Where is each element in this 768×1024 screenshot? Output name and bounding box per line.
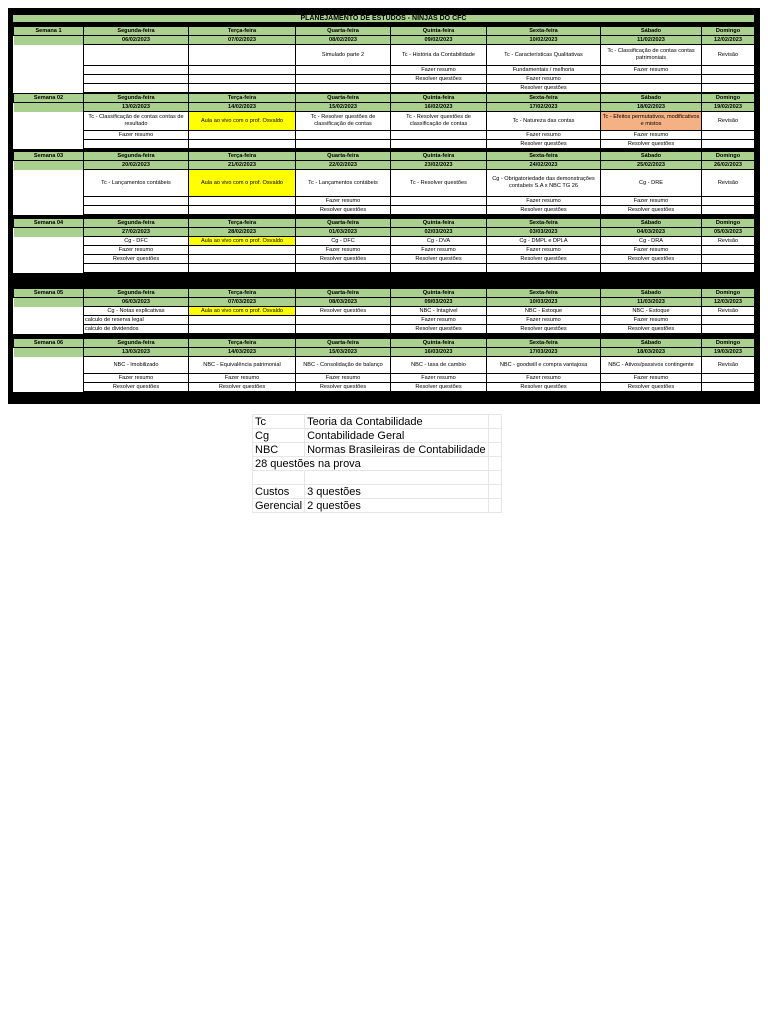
day-header-quarta-feira: Quarta-feira [296,94,391,103]
empty-cell [14,103,84,112]
date-cell: 04/03/2023 [601,228,702,237]
task-cell: Tc - Resolver questões de classificação de contas [296,112,391,131]
task-cell: Resolver questões [391,383,487,392]
date-cell: 02/03/2023 [391,228,487,237]
legend-row [253,415,502,429]
legend-row [253,457,502,471]
task-cell: Resolver questões [391,255,487,264]
empty-cell [14,36,84,45]
legend-key [253,471,305,485]
day-header-segunda-feira: Segunda-feira [84,339,189,348]
empty-task-cell [702,75,755,84]
task-cell: Fazer resumo [487,316,601,325]
task-cell: Cg - DVA [391,237,487,246]
empty-task-cell [296,140,391,149]
empty-task-cell [702,206,755,215]
week-table [13,338,755,392]
task-cell: Tc - Resolver questões de classificação de contas [391,112,487,131]
empty-task-cell [702,197,755,206]
empty-task-cell [702,84,755,93]
day-header-sabado: Sábado [601,219,702,228]
empty-task-cell [189,45,296,66]
empty-cell [14,45,84,66]
task-cell: Fazer resumo [601,374,702,383]
empty-cell [14,325,84,334]
date-cell: 22/02/2023 [296,161,391,170]
empty-cell [488,457,501,471]
task-cell: Cg - DFC [84,237,189,246]
task-cell: Resolver questões [296,383,391,392]
empty-cell [14,66,84,75]
date-cell: 23/02/2023 [391,161,487,170]
empty-cell [488,429,501,443]
task-cell: Aula ao vivo com o prof. Osvaldo [189,112,296,131]
day-header-quarta-feira: Quarta-feira [296,219,391,228]
date-cell: 19/03/2023 [702,348,755,357]
empty-cell [14,316,84,325]
day-header-quinta-feira: Quinta-feira [391,289,487,298]
sheet-title: PLANEJAMENTO DE ESTUDOS - NINJAS DO CFC [12,14,755,23]
task-cell: Fundamentais / melhoria [487,66,601,75]
task-cell: Tc - Natureza das contas [487,112,601,131]
empty-cell [488,443,501,457]
week-table [13,26,755,93]
legend-row [253,429,502,443]
task-cell: NBC - Ativos/passivos contingente [601,357,702,374]
date-cell: 01/03/2023 [296,228,391,237]
date-cell: 27/02/2023 [84,228,189,237]
week-table [13,288,755,334]
empty-task-cell [702,131,755,140]
week-table [13,218,755,273]
task-cell: Fazer resumo [487,197,601,206]
empty-task-cell [296,84,391,93]
task-cell: Fazer resumo [601,131,702,140]
empty-cell [14,84,84,93]
task-cell: Fazer resumo [391,66,487,75]
week-label: Semana 06 [14,339,84,348]
task-cell: Revisão [702,45,755,66]
empty-task-cell [189,206,296,215]
week-label: Semana 05 [14,289,84,298]
day-header-sexta-feira: Sexta-feira [487,152,601,161]
task-cell: Fazer resumo [296,197,391,206]
task-cell: Resolver questões [296,206,391,215]
empty-cell [14,75,84,84]
task-cell: Aula ao vivo com o prof. Osvaldo [189,237,296,246]
empty-task-cell [84,75,189,84]
empty-task-cell [189,131,296,140]
task-cell: Resolver questões [296,255,391,264]
date-cell: 24/02/2023 [487,161,601,170]
task-cell: Revisão [702,307,755,316]
date-cell: 10/02/2023 [487,36,601,45]
task-cell: Resolver questões [487,84,601,93]
task-cell: Fazer resumo [84,374,189,383]
week-block-3 [13,151,754,215]
date-cell: 06/03/2023 [84,298,189,307]
day-header-segunda-feira: Segunda-feira [84,94,189,103]
empty-cell [488,415,501,429]
task-cell: Resolver questões [487,140,601,149]
legend-row [253,485,502,499]
day-header-segunda-feira: Segunda-feira [84,27,189,36]
date-cell: 18/03/2023 [601,348,702,357]
day-header-terca-feira: Terça-feira [189,289,296,298]
legend-row [253,471,502,485]
legend-value [305,471,489,485]
date-cell: 15/02/2023 [296,103,391,112]
date-cell: 07/03/2023 [189,298,296,307]
task-cell: Fazer resumo [391,374,487,383]
week-block-4 [13,218,754,273]
empty-task-cell [702,255,755,264]
day-header-sexta-feira: Sexta-feira [487,94,601,103]
empty-task-cell [702,264,755,273]
empty-task-cell [601,264,702,273]
empty-task-cell [391,140,487,149]
week-table [13,151,755,215]
task-cell: NBC - Consolidação de balanço [296,357,391,374]
date-cell: 14/02/2023 [189,103,296,112]
task-cell: Resolver questões [601,206,702,215]
legend-value: Normas Brasileiras de Contabilidade [305,443,489,457]
day-header-sabado: Sábado [601,339,702,348]
empty-task-cell [189,316,296,325]
week-label: Semana 1 [14,27,84,36]
week-label: Semana 02 [14,94,84,103]
empty-task-cell [189,84,296,93]
task-cell: Tc - Classificação de contas contas patrimoniais [601,45,702,66]
empty-task-cell [84,140,189,149]
legend-table [252,414,502,513]
task-cell: Revisão [702,357,755,374]
empty-cell [14,374,84,383]
task-cell: NBC - goodwill e compra vantajosa [487,357,601,374]
legend-row [253,499,502,513]
day-header-domingo: Domingo [702,94,755,103]
week-label: Semana 03 [14,152,84,161]
day-header-segunda-feira: Segunda-feira [84,219,189,228]
task-cell: Fazer resumo [487,374,601,383]
day-header-domingo: Domingo [702,289,755,298]
task-cell: Cg - DRA [601,237,702,246]
task-cell: calculo de reserva legal [84,316,189,325]
task-cell: Tc - Resolver questões [391,170,487,197]
task-cell: NBC - Estoque [487,307,601,316]
empty-task-cell [296,131,391,140]
empty-task-cell [84,45,189,66]
task-cell: Resolver questões [487,255,601,264]
task-cell: Cg - DFC [296,237,391,246]
date-cell: 03/03/2023 [487,228,601,237]
day-header-terca-feira: Terça-feira [189,27,296,36]
date-cell: 05/03/2023 [702,228,755,237]
date-cell: 21/02/2023 [189,161,296,170]
task-cell: Tc - História da Contabilidade [391,45,487,66]
empty-task-cell [84,197,189,206]
task-cell: Resolver questões [391,325,487,334]
date-cell: 14/03/2023 [189,348,296,357]
day-header-domingo: Domingo [702,219,755,228]
day-header-terca-feira: Terça-feira [189,94,296,103]
task-cell: Resolver questões [84,255,189,264]
empty-task-cell [391,206,487,215]
date-cell: 11/03/2023 [601,298,702,307]
day-header-terca-feira: Terça-feira [189,152,296,161]
empty-task-cell [189,246,296,255]
empty-cell [14,228,84,237]
empty-task-cell [391,197,487,206]
date-cell: 10/03/2023 [487,298,601,307]
legend-value: 2 questões [305,499,489,513]
day-header-sabado: Sábado [601,152,702,161]
empty-task-cell [84,66,189,75]
task-cell: Fazer resumo [84,131,189,140]
week-table [13,93,755,149]
task-cell: Resolver questões [601,140,702,149]
empty-task-cell [391,131,487,140]
empty-task-cell [601,84,702,93]
task-cell: calculo de dividendos [84,325,189,334]
task-cell: Fazer resumo [391,316,487,325]
task-cell: NBC - Equivalência patrimonial [189,357,296,374]
empty-task-cell [391,264,487,273]
task-cell: Fazer resumo [189,374,296,383]
week-block-5 [13,288,754,334]
day-header-sexta-feira: Sexta-feira [487,339,601,348]
task-cell: Simulado parte 2 [296,45,391,66]
empty-task-cell [189,255,296,264]
empty-task-cell [84,264,189,273]
date-cell: 20/02/2023 [84,161,189,170]
day-header-domingo: Domingo [702,339,755,348]
date-cell: 18/02/2023 [601,103,702,112]
task-cell: Resolver questões [487,383,601,392]
date-cell: 12/03/2023 [702,298,755,307]
task-cell: NBC - taxa de cambio [391,357,487,374]
day-header-domingo: Domingo [702,27,755,36]
empty-cell [14,383,84,392]
empty-cell [14,197,84,206]
empty-cell [14,131,84,140]
task-cell: Aula ao vivo com o prof. Osvaldo [189,307,296,316]
task-cell: Resolver questões [601,383,702,392]
empty-cell [14,264,84,273]
task-cell: Revisão [702,237,755,246]
legend-value: Teoria da Contabilidade [305,415,489,429]
task-cell: Tc - Lançamentos contábeis [84,170,189,197]
day-header-quinta-feira: Quinta-feira [391,27,487,36]
empty-cell [14,307,84,316]
task-cell: Resolver questões [189,383,296,392]
empty-cell [14,170,84,197]
day-header-domingo: Domingo [702,152,755,161]
task-cell: Aula ao vivo com o prof. Osvaldo [189,170,296,197]
legend-key: NBC [253,443,305,457]
task-cell: Cg - DMPL e DPLA [487,237,601,246]
task-cell: Fazer resumo [487,131,601,140]
task-cell: Fazer resumo [84,246,189,255]
day-header-quinta-feira: Quinta-feira [391,339,487,348]
task-cell: Fazer resumo [601,66,702,75]
empty-task-cell [702,374,755,383]
legend-key: Custos [253,485,305,499]
day-header-sexta-feira: Sexta-feira [487,289,601,298]
day-header-segunda-feira: Segunda-feira [84,289,189,298]
empty-task-cell [702,140,755,149]
task-cell: Resolver questões [296,307,391,316]
task-cell: NBC - Intagível [391,307,487,316]
task-cell: Fazer resumo [296,246,391,255]
date-cell: 11/02/2023 [601,36,702,45]
date-cell: 13/02/2023 [84,103,189,112]
day-header-quarta-feira: Quarta-feira [296,152,391,161]
date-cell: 17/02/2023 [487,103,601,112]
empty-cell [14,246,84,255]
legend-key: Tc [253,415,305,429]
date-cell: 06/02/2023 [84,36,189,45]
empty-task-cell [702,246,755,255]
empty-cell [14,140,84,149]
date-cell: 12/02/2023 [702,36,755,45]
day-header-quarta-feira: Quarta-feira [296,339,391,348]
task-cell: Resolver questões [391,75,487,84]
empty-task-cell [189,264,296,273]
task-cell: Cg - DRE [601,170,702,197]
empty-task-cell [702,325,755,334]
empty-cell [14,255,84,264]
task-cell: Fazer resumo [487,246,601,255]
empty-task-cell [702,383,755,392]
legend-value: Contabilidade Geral [305,429,489,443]
task-cell: Cg - Notas explicativas [84,307,189,316]
empty-cell [14,357,84,374]
date-cell: 16/02/2023 [391,103,487,112]
task-cell: Fazer resumo [391,246,487,255]
study-plan-sheet [8,8,760,404]
day-header-sabado: Sábado [601,27,702,36]
task-cell: NBC - Imobilizado [84,357,189,374]
empty-task-cell [487,264,601,273]
day-header-terca-feira: Terça-feira [189,339,296,348]
task-cell: Resolver questões [487,325,601,334]
task-cell: Tc - Efeitos permutativos, modificativos e mistos [601,112,702,131]
task-cell: Cg - Obrigatoriedade das demonstrações contabeis S.A x NBC TG 26 [487,170,601,197]
empty-cell [14,206,84,215]
day-header-sabado: Sábado [601,289,702,298]
date-cell: 08/03/2023 [296,298,391,307]
task-cell: Fazer resumo [296,374,391,383]
empty-task-cell [189,325,296,334]
week-block-1 [13,26,754,93]
date-cell: 09/02/2023 [391,36,487,45]
legend-value: 3 questões [305,485,489,499]
date-cell: 19/02/2023 [702,103,755,112]
day-header-quinta-feira: Quinta-feira [391,219,487,228]
task-cell: Resolver questões [601,255,702,264]
task-cell: Resolver questões [84,383,189,392]
date-cell: 09/03/2023 [391,298,487,307]
empty-cell [488,499,501,513]
empty-task-cell [189,140,296,149]
week-block-2 [13,93,754,149]
empty-task-cell [189,66,296,75]
day-header-sexta-feira: Sexta-feira [487,27,601,36]
day-header-sabado: Sábado [601,94,702,103]
empty-task-cell [601,75,702,84]
date-cell: 26/02/2023 [702,161,755,170]
empty-task-cell [189,75,296,84]
legend-key: Cg [253,429,305,443]
legend-key: 28 questões na prova [253,457,489,471]
task-cell: Resolver questões [487,206,601,215]
task-cell: Tc - Características Qualitativas [487,45,601,66]
task-cell: Fazer resumo [601,316,702,325]
week-label: Semana 04 [14,219,84,228]
task-cell: Tc - Lançamentos contábeis [296,170,391,197]
date-cell: 16/03/2023 [391,348,487,357]
empty-cell [14,348,84,357]
empty-cell [488,485,501,499]
day-header-segunda-feira: Segunda-feira [84,152,189,161]
week-block-6 [13,338,754,392]
day-header-quarta-feira: Quarta-feira [296,27,391,36]
day-header-quinta-feira: Quinta-feira [391,94,487,103]
task-cell: Resolver questões [601,325,702,334]
day-header-terca-feira: Terça-feira [189,219,296,228]
task-cell: Revisão [702,170,755,197]
empty-cell [488,471,501,485]
empty-task-cell [296,325,391,334]
empty-cell [14,298,84,307]
task-cell: Fazer resumo [601,197,702,206]
task-cell: Tc - Classificação de contas contas de resultado [84,112,189,131]
legend-key: Gerencial [253,499,305,513]
empty-task-cell [296,66,391,75]
date-cell: 13/03/2023 [84,348,189,357]
day-header-quarta-feira: Quarta-feira [296,289,391,298]
empty-task-cell [391,84,487,93]
legend-row [253,443,502,457]
empty-task-cell [84,206,189,215]
empty-task-cell [702,66,755,75]
date-cell: 07/02/2023 [189,36,296,45]
empty-cell [14,237,84,246]
day-header-quinta-feira: Quinta-feira [391,152,487,161]
task-cell: Revisão [702,112,755,131]
empty-task-cell [84,84,189,93]
task-cell: Fazer resumo [487,75,601,84]
date-cell: 25/02/2023 [601,161,702,170]
task-cell: Fazer resumo [601,246,702,255]
empty-task-cell [296,316,391,325]
task-cell: NBC - Estoque [601,307,702,316]
empty-task-cell [702,316,755,325]
empty-cell [14,161,84,170]
empty-task-cell [189,197,296,206]
day-header-sexta-feira: Sexta-feira [487,219,601,228]
date-cell: 08/02/2023 [296,36,391,45]
date-cell: 28/02/2023 [189,228,296,237]
date-cell: 15/03/2023 [296,348,391,357]
empty-cell [14,112,84,131]
empty-task-cell [296,75,391,84]
empty-task-cell [296,264,391,273]
date-cell: 17/03/2023 [487,348,601,357]
